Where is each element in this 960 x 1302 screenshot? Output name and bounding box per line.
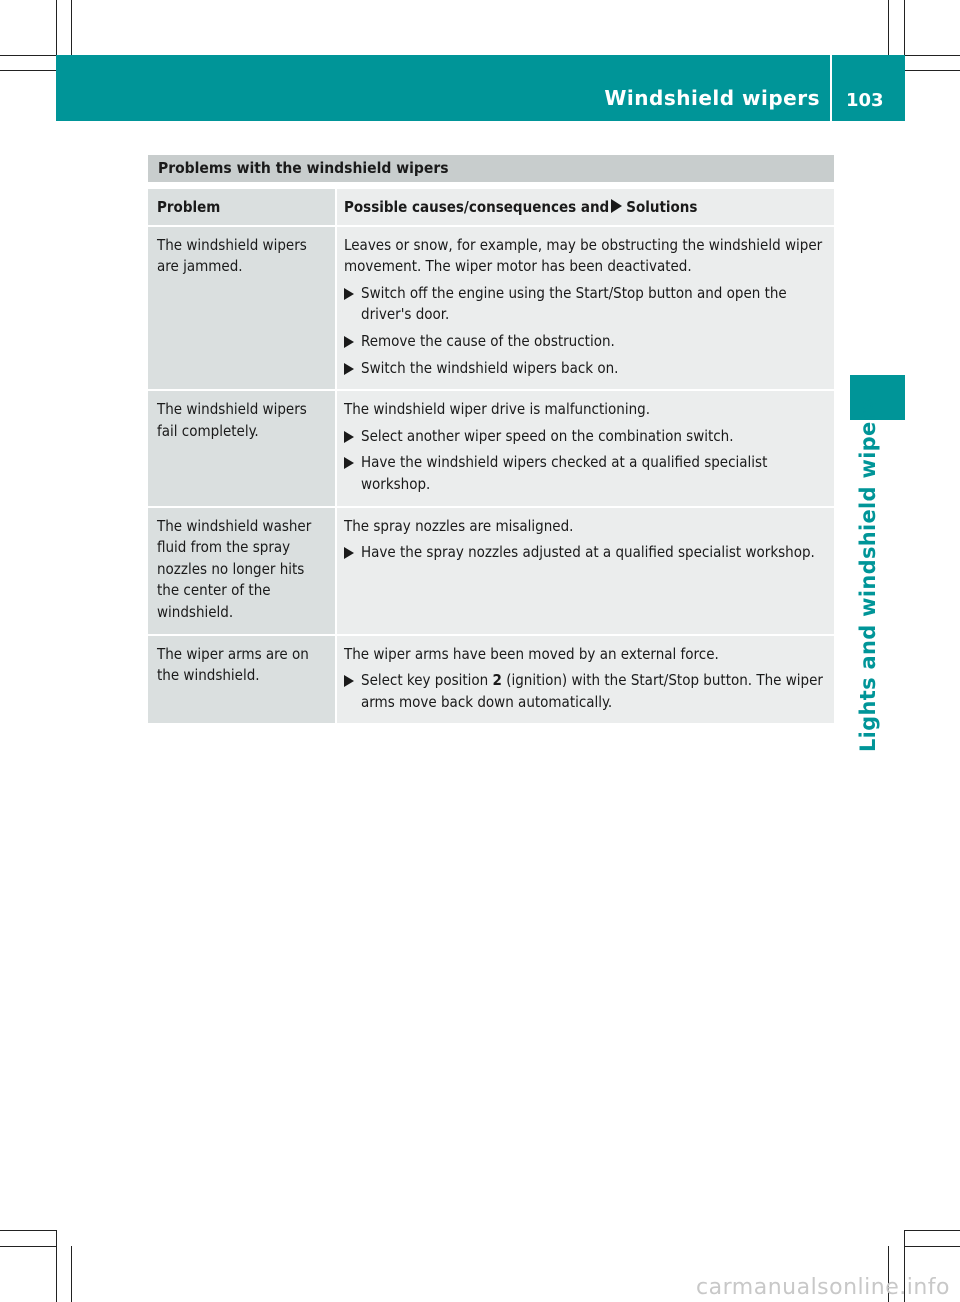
table-row [148,636,834,724]
crop-mark [888,0,889,55]
cause-text: Leaves or snow, for example, may be obstructing the windshield wiper movement. The wiper motor has been deactivated. [344,235,823,276]
triangle-right-icon [344,336,354,348]
table-header-row [148,189,834,225]
cause-text: The windshield wiper drive is malfunctioning. [344,400,650,419]
column-header-solutions-text: Solutions [626,198,698,216]
step-item [344,426,829,448]
step-text: Switch the windshield wipers back on. [361,358,619,377]
triangle-right-icon [344,457,354,469]
crop-mark [0,1246,56,1247]
triangle-right-icon [344,547,354,559]
table-row [148,508,834,634]
problem-cell: The wiper arms are on the windshield. [148,636,335,724]
crop-mark [71,1246,72,1302]
step-text: Have the spray nozzles adjusted at a qualified specialist workshop. [361,543,815,562]
step-text-before: Select key position [361,671,493,690]
crop-mark [56,1230,57,1302]
step-text: Remove the cause of the obstruction. [361,331,615,350]
step-item [344,283,829,326]
step-item [344,452,829,495]
cause-text: The wiper arms have been moved by an external force. [344,644,719,663]
column-header-causes-text: Possible causes/consequences and [344,198,610,216]
section-title: Windshield wipers [604,86,820,110]
step-item [344,358,829,380]
page-number: 103 [846,90,884,111]
triangle-right-icon [611,199,622,213]
table-row [148,391,834,505]
crop-mark [905,1246,960,1247]
crop-mark [905,70,960,71]
table-row [148,227,834,390]
column-header-problem: Problem [148,189,335,225]
solution-cell [337,391,834,505]
crop-mark [71,0,72,55]
solution-cell [337,636,834,724]
triangle-right-icon [344,431,354,443]
step-text: Have the windshield wipers checked at a qualified specialist workshop. [361,453,768,493]
crop-mark [0,70,56,71]
header-separator [830,55,832,121]
problem-cell: The windshield washer fluid from the spray nozzles no longer hits the center of the windshield. [148,508,335,634]
problem-cell: The windshield wipers are jammed. [148,227,335,390]
table-title: Problems with the windshield wipers [148,155,834,182]
column-header-causes [337,189,834,225]
problems-table [148,189,834,725]
crop-mark [905,55,960,56]
triangle-right-icon [344,288,354,300]
solution-cell [337,508,834,634]
step-item [344,670,829,713]
crop-mark [0,55,56,56]
solution-cell [337,227,834,390]
step-text: Switch off the engine using the Start/Stop button and open the driver's door. [361,283,787,324]
crop-mark [905,1230,960,1231]
problem-cell: The windshield wipers fail completely. [148,391,335,505]
triangle-right-icon [344,363,354,375]
cause-text: The spray nozzles are misaligned. [344,516,574,535]
step-text-after: (ignition) with the Start/Stop button. The wiper arms move back down automatically. [361,671,823,711]
step-text: Select another wiper speed on the combination switch. [361,426,734,445]
step-item [344,542,829,564]
step-item [344,331,829,353]
key-position: 2 [492,671,502,690]
crop-mark [0,1230,56,1231]
side-tab-label: Lights and windshield wipers [856,397,880,752]
watermark: carmanualsonline.info [696,1275,950,1300]
triangle-right-icon [344,675,354,687]
